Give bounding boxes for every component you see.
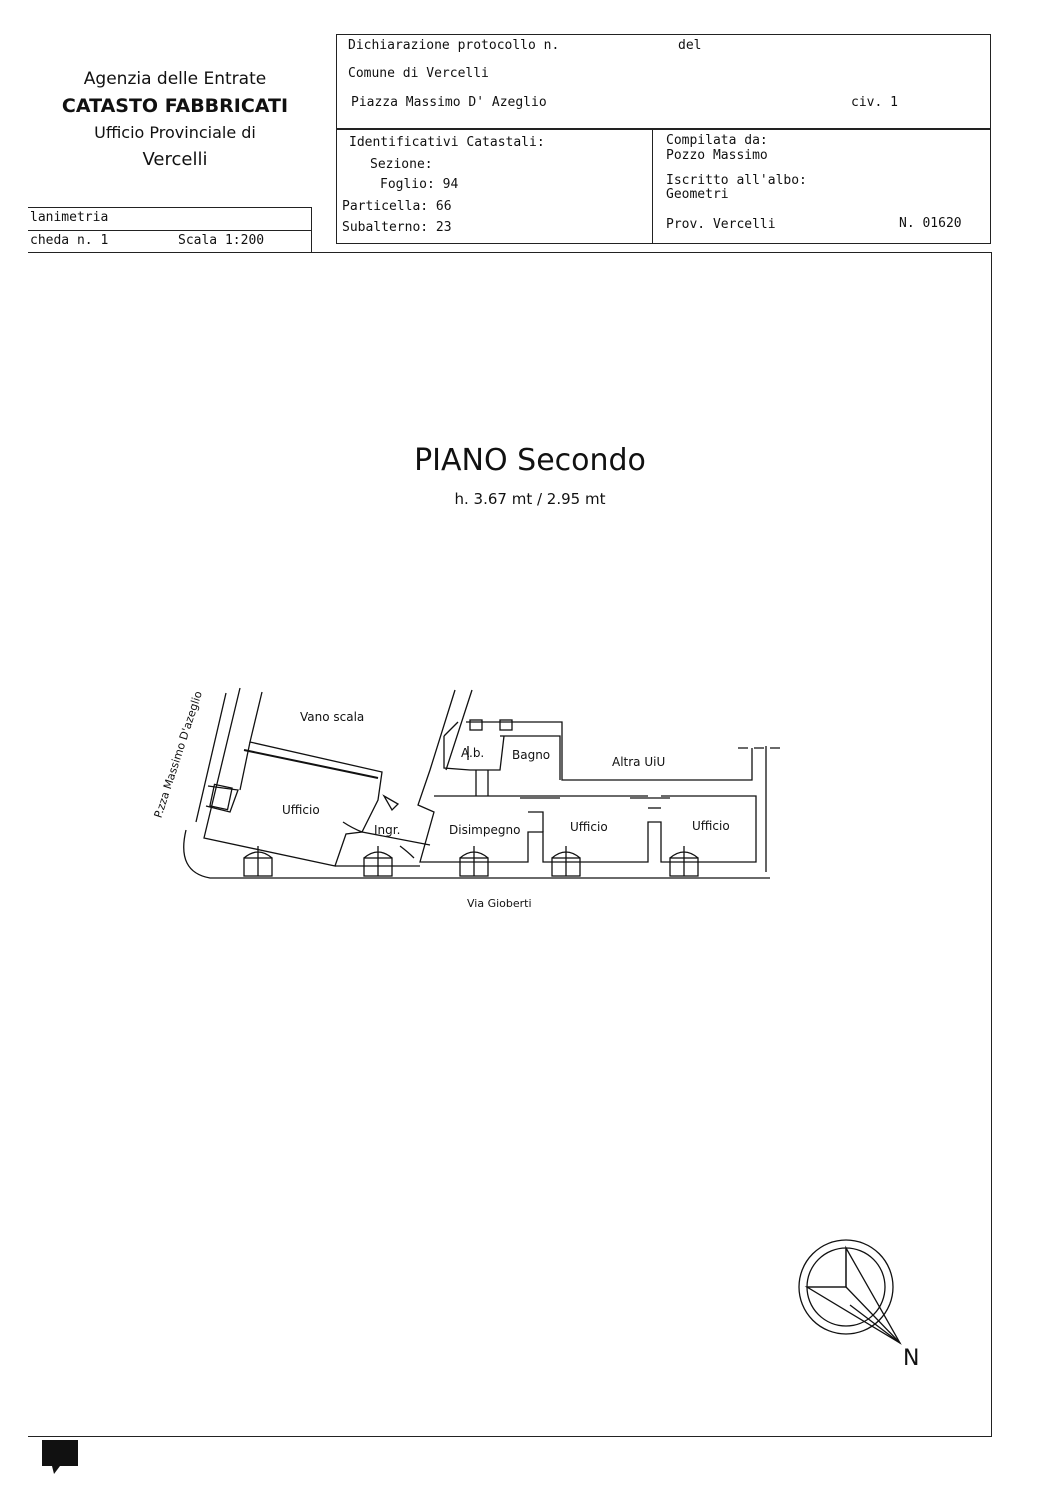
plan-subtitle: h. 3.67 mt / 2.95 mt <box>454 490 606 508</box>
sezione-label: Sezione: <box>370 157 433 172</box>
numero-label: N. 01620 <box>899 216 962 231</box>
identificativi-title: Identificativi Catastali: <box>349 135 545 150</box>
room-ufficio-east: Ufficio <box>692 819 730 833</box>
compilata-name: Pozzo Massimo <box>666 148 768 163</box>
catasto-title: CATASTO FABBRICATI <box>61 95 289 117</box>
iscritto-label: Iscritto all'albo: <box>666 173 807 188</box>
dichiarazione-label: Dichiarazione protocollo n. <box>348 38 560 53</box>
room-ufficio-center: Ufficio <box>570 820 608 834</box>
scheda-label: cheda n. 1 <box>30 233 109 248</box>
subalterno-label: Subalterno: 23 <box>342 220 452 235</box>
room-bagno: Bagno <box>512 748 551 762</box>
compilata-label: Compilata da: <box>666 133 768 148</box>
room-ingresso: Ingr. <box>374 823 401 837</box>
civico-label: civ. 1 <box>851 95 898 110</box>
room-ufficio-west: Ufficio <box>282 803 320 817</box>
iscritto-value: Geometri <box>666 187 729 202</box>
windows <box>244 720 698 876</box>
del-label: del <box>678 38 702 53</box>
scala-label: Scala 1:200 <box>178 233 265 248</box>
comune-label: Comune di Vercelli <box>348 66 489 81</box>
planimetria-label: lanimetria <box>30 210 109 225</box>
plan-title: PIANO Secondo <box>414 443 646 478</box>
ufficio-city: Vercelli <box>142 149 208 170</box>
foglio-label: Foglio: 94 <box>380 177 459 192</box>
prov-label: Prov. Vercelli <box>666 217 776 232</box>
compass-north-label: N <box>903 1346 920 1371</box>
room-antibagno: A.b. <box>461 746 485 760</box>
room-vano-scala: Vano scala <box>300 710 365 724</box>
east-block-walls <box>418 690 782 872</box>
agency-name: Agenzia delle Entrate <box>83 69 267 89</box>
north-compass-icon <box>790 1235 920 1365</box>
ufficio-provinciale: Ufficio Provinciale di <box>94 123 256 142</box>
indirizzo-label: Piazza Massimo D' Azeglio <box>351 95 547 110</box>
room-disimpegno: Disimpegno <box>449 823 521 837</box>
street-via-gioberti: Via Gioberti <box>467 897 532 910</box>
corner-marker-icon <box>40 1438 80 1478</box>
room-altra-uiu: Altra UiU <box>612 755 666 769</box>
street-piazza: P.zza Massimo D'azeglio <box>151 689 205 820</box>
particella-label: Particella: 66 <box>342 199 452 214</box>
